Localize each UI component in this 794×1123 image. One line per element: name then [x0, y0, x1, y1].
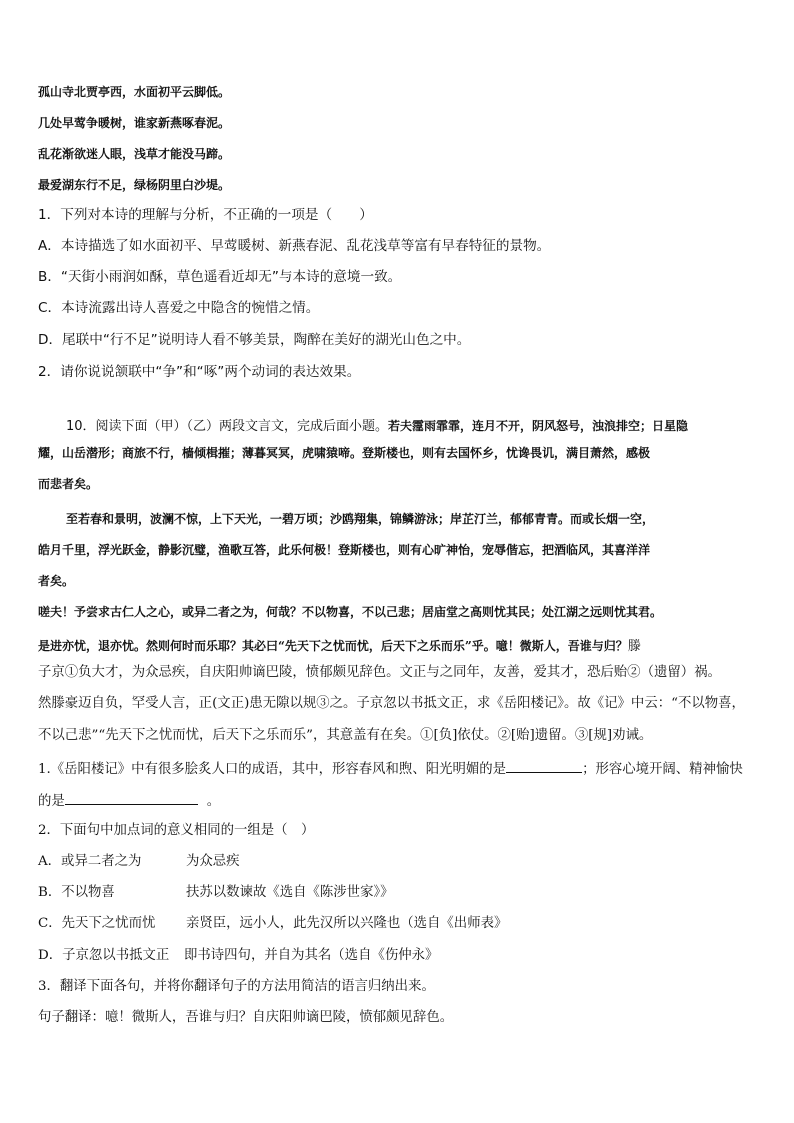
q10-sub-1-text-a: 1.《岳阳楼记》中有很多脍炙人口的成语，其中，形容春风和煦、阳光明媚的是 — [38, 762, 507, 777]
q9-option-d: D．尾联中“行不足”说明诗人看不够美景，陶醉在美好的湖光山色之中。 — [38, 332, 471, 348]
option-d-left: D．子京忽以书抵文正 — [38, 948, 170, 963]
q10-sub-2-option-b — [38, 885, 394, 900]
poem-line-4: 最爱湖东行不足，绿杨阴里白沙堤。 — [38, 178, 231, 192]
q10-sub-2-option-a — [38, 854, 240, 869]
poem-line-1: 孤山寺北贾亭西，水面初平云脚低。 — [38, 85, 231, 99]
passage-jia-p1-line-1: 若夫霪雨霏霏，连月不开，阴风怒号，浊浪排空；日星隐 — [388, 419, 689, 433]
q10-sub-2-option-d — [38, 948, 439, 963]
passage-yi-line-3: 不以己悲”“先天下之忧而忧，后天下之乐而乐”，其意盖有在矣。①[负]依仗。②[贻]遗留。③[规]劝诫。 — [38, 728, 653, 743]
passage-yi-line-2: 然滕豪迈自负，罕受人言，正(文正)患无隙以规③之。子京忽以书抵文正，求《岳阳楼记》。故《记》中云：“不以物喜， — [38, 696, 745, 711]
passage-jia-p1-line-3: 而悲者矣。 — [38, 477, 99, 491]
option-b-right: 扶苏以数谏故《选自《陈涉世家》》 — [186, 885, 394, 900]
q9-option-a: A．本诗描选了如水面初平、早莺暖树、新燕春泥、乱花浅草等富有早春特征的景物。 — [38, 238, 551, 254]
passage-jia-p3-line-2 — [38, 637, 641, 653]
poem-line-2: 几处早莺争暖树，谁家新燕啄春泥。 — [38, 116, 231, 130]
passage-yi-line-1: 子京①负大才，为众忌疾，自庆阳帅谪巴陵，愤郁颇见辞色。文正与之同年，友善，爱其才，恐后贻②（遗留）祸。 — [38, 665, 721, 680]
passage-yi-start: 滕 — [627, 639, 641, 654]
q10-sub-1-text-c: 的是 — [38, 794, 65, 809]
q10-sub-1-text-d: 。 — [206, 794, 221, 809]
q10-sub-2-option-c — [38, 916, 508, 931]
option-c-right: 亲贤臣，远小人，此先汉所以兴隆也（选自《出师表》 — [186, 916, 508, 931]
q10-sub-2: 2．下面句中加点词的意义相同的一组是（ ） — [38, 823, 315, 838]
passage-jia-p1-line-2: 耀，山岳潜形；商旅不行，樯倾楫摧；薄暮冥冥，虎啸猿啼。登斯楼也，则有去国怀乡，忧谗畏讥，满目萧然，感极 — [38, 446, 651, 460]
passage-jia-p2-line-2: 皓月千里，浮光跃金，静影沉璧，渔歌互答，此乐何极！登斯楼也，则有心旷神怡，宠辱偕忘，把酒临风，其喜洋洋 — [38, 543, 651, 557]
q9-question-2: 2．请你说说颔联中“争”和“啄”两个动词的表达效果。 — [38, 364, 361, 380]
q10-sub-1-line-1 — [38, 760, 743, 776]
q10-intro-heading: 10．阅读下面（甲）（乙）两段文言文，完成后面小题。 — [66, 419, 389, 434]
answer-blank-1[interactable] — [506, 760, 582, 773]
passage-jia-p2-line-1: 至若春和景明，波澜不惊，上下天光，一碧万顷；沙鸥翔集，锦鳞游泳；岸芷汀兰，郁郁青青。而或长烟一空， — [66, 512, 655, 526]
passage-jia-p3-line-2-text: 是进亦忧，退亦忧。然则何时而乐耶？其必曰“先天下之忧而忧，后天下之乐而乐”乎。噫！微斯人，吾谁与归？ — [38, 639, 628, 653]
q10-intro-line — [66, 417, 688, 433]
q9-option-c: C．本诗流露出诗人喜爱之中隐含的惋惜之情。 — [38, 300, 320, 316]
option-a-left: A．或异二者之为 — [38, 854, 142, 869]
answer-blank-2[interactable] — [65, 792, 198, 805]
q10-sub-3: 3．翻译下面各句，并将你翻译句子的方法用简洁的语言归纳出来。 — [38, 979, 435, 994]
option-d-right: 即书诗四句，并自为其名（选自《伤仲永》 — [184, 948, 439, 963]
option-a-right: 为众忌疾 — [186, 854, 240, 869]
option-b-left: B．不以物喜 — [38, 885, 115, 900]
q9-option-b: B．“天街小雨润如酥，草色遥看近却无”与本诗的意境一致。 — [38, 269, 402, 285]
q9-question-1: 1．下列对本诗的理解与分析，不正确的一项是（ ） — [38, 207, 373, 223]
passage-jia-p3-line-1: 嗟夫！予尝求古仁人之心，或异二者之为，何哉？不以物喜，不以己悲；居庙堂之高则忧其民；处江湖之远则忧其君。 — [38, 605, 663, 619]
q10-sub-1-line-2 — [38, 792, 220, 808]
option-c-left: C．先天下之忧而忧 — [38, 916, 156, 931]
poem-line-3: 乱花渐欲迷人眼，浅草才能没马蹄。 — [38, 147, 231, 161]
q10-sub-1-text-b: ；形容心境开阔、精神愉快 — [582, 762, 743, 777]
passage-jia-p2-line-3: 者矣。 — [38, 574, 75, 588]
q10-sub-3-translation: 句子翻译：噫！微斯人，吾谁与归？自庆阳帅谪巴陵，愤郁颇见辞色。 — [38, 1010, 454, 1025]
